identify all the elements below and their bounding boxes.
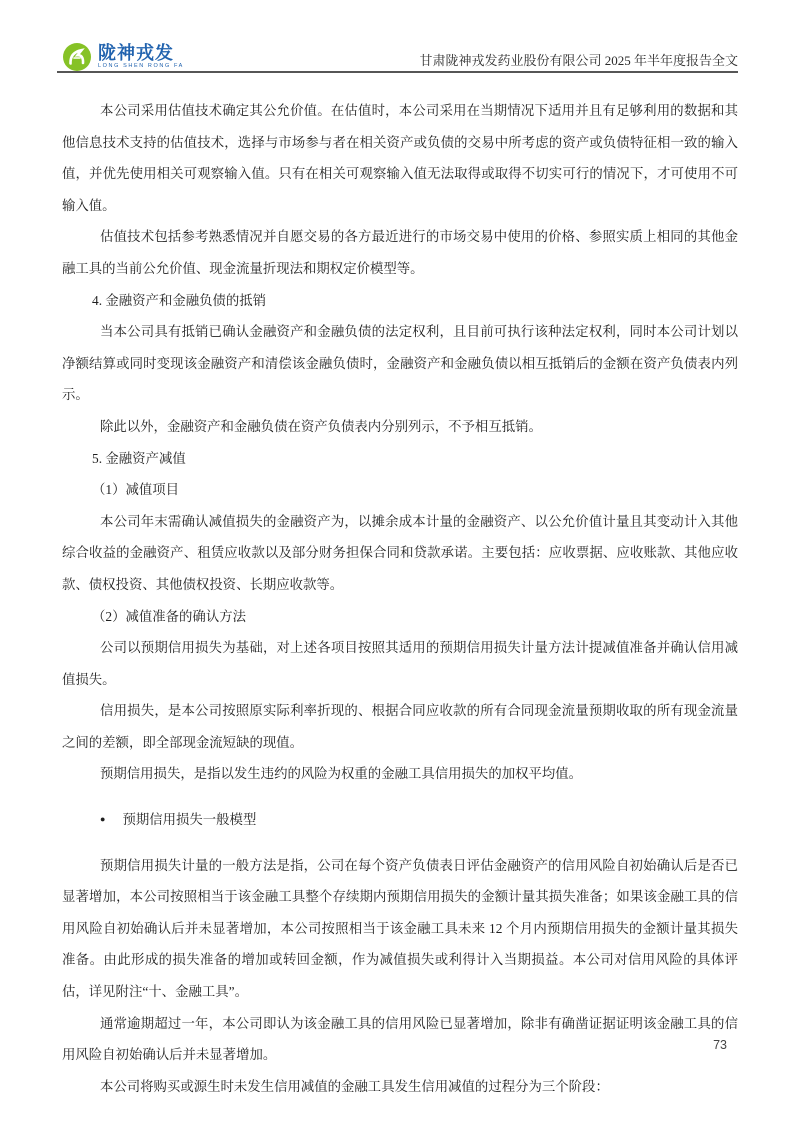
report-title: 甘肃陇神戎发药业股份有限公司 2025 年半年度报告全文 bbox=[419, 53, 738, 68]
paragraph-ecl-definition: 预期信用损失，是指以发生违约的风险为权重的金融工具信用损失的加权平均值。 bbox=[100, 766, 583, 782]
subheading-impairment-items: （1）减值项目 bbox=[92, 482, 180, 498]
page-header bbox=[62, 42, 738, 72]
heading-impairment: 5. 金融资产减值 bbox=[92, 450, 186, 466]
header-divider bbox=[57, 71, 738, 73]
brand-name-cn: 陇神戎发 bbox=[98, 43, 174, 64]
heading-offsetting: 4. 金融资产和金融负债的抵销 bbox=[92, 292, 267, 308]
bullet-icon: ● bbox=[100, 814, 106, 825]
paragraph-ecl-general-method: 预期信用损失计量的一般方法是指，公司在每个资产负债表日评估金融资产的信用风险自初始确认后是否已显著增加，本公司按照相当于该金融工具整个存续期内预期信用损失的金额计量其损失准备；如果该金融工具的信用风险自初始确认后并未显著增加，本公司按照相当于该金融工具未来 12 个月内预期信用损失的金额计量其损失准备。由此形成的损失准备的增加或转回金额，作为减值损失或利得计入当期损益。本公司对信用风险的具体评估，详见附注“十、金融工具”。 bbox=[62, 857, 738, 1000]
bullet-item-ecl-general-model bbox=[62, 804, 738, 836]
brand-text bbox=[98, 44, 184, 70]
subheading-provision-method: （2）减值准备的确认方法 bbox=[92, 608, 246, 624]
paragraph-valuation-technique: 本公司采用估值技术确定其公允价值。在估值时，本公司采用在当期情况下适用并且有足够利用的数据和其他信息技术支持的估值技术，选择与市场参与者在相关资产或负债的交易中所考虑的资产或负债特征相一致的输入值，并优先使用相关可观察输入值。只有在相关可观察输入值无法取得或取得不切实可行的情况下，才可使用不可输入值。 bbox=[62, 103, 738, 213]
bullet-text: 预期信用损失一般模型 bbox=[122, 812, 257, 828]
page-number: 73 bbox=[713, 1038, 727, 1052]
paragraph-offsetting-rights: 当本公司具有抵销已确认金融资产和金融负债的法定权利，且目前可执行该种法定权利，同时本公司计划以净额结算或同时变现该金融资产和清偿该金融负债时，金融资产和金融负债以相互抵销后的金额在资产负债表内列示。 bbox=[62, 324, 738, 403]
document-body bbox=[62, 95, 738, 1102]
paragraph-offsetting-exception: 除此以外，金融资产和金融负债在资产负债表内分别列示，不予相互抵销。 bbox=[100, 418, 542, 434]
brand-name-en: LONG SHEN RONG FA bbox=[98, 63, 184, 70]
paragraph-three-stages: 本公司将购买或源生时未发生信用减值的金融工具发生信用减值的过程分为三个阶段： bbox=[100, 1078, 609, 1094]
paragraph-impairment-scope: 本公司年末需确认减值损失的金融资产为，以摊余成本计量的金融资产、以公允价值计量且其变动计入其他综合收益的金融资产、租赁应收款以及部分财务担保合同和贷款承诺。主要包括：应收票据、应收账款、其他应收款、债权投资、其他债权投资、长期应收款等。 bbox=[62, 513, 738, 592]
paragraph-credit-loss-definition: 信用损失，是本公司按照原实际利率折现的、根据合同应收款的所有合同现金流量预期收取的所有现金流量之间的差额，即全部现金流短缺的现值。 bbox=[62, 703, 738, 750]
company-logo bbox=[62, 42, 184, 72]
paragraph-ecl-basis: 公司以预期信用损失为基础，对上述各项目按照其适用的预期信用损失计量方法计提减值准备并确认信用减值损失。 bbox=[62, 640, 738, 687]
paragraph-overdue-one-year: 通常逾期超过一年，本公司即认为该金融工具的信用风险已显著增加，除非有确凿证据证明该金融工具的信用风险自初始确认后并未显著增加。 bbox=[62, 1015, 738, 1063]
brand-logo-icon bbox=[62, 42, 92, 72]
paragraph-valuation-methods: 估值技术包括参考熟悉情况并自愿交易的各方最近进行的市场交易中使用的价格、参照实质上相同的其他金融工具的当前公允价值、现金流量折现法和期权定价模型等。 bbox=[62, 229, 738, 276]
